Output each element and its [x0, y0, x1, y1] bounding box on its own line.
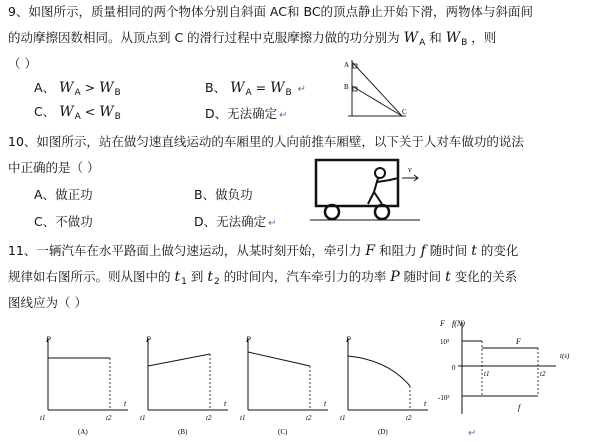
- velocity-label: v: [408, 165, 412, 174]
- operator-eq: =: [255, 80, 267, 95]
- subscript-A: A: [245, 88, 252, 98]
- graph-t1-label: t1: [40, 414, 46, 422]
- return-mark-icon: ↵: [468, 428, 477, 439]
- return-mark-icon: ↵: [297, 84, 307, 95]
- option-text: 无法确定: [227, 106, 278, 121]
- train-car-figure: [310, 156, 422, 224]
- subscript-B: B: [461, 38, 468, 48]
- graph-t2-label: t2: [106, 414, 112, 422]
- symbol-W: W: [403, 30, 419, 46]
- q11-text: 的时间内，汽车牵引力的功率: [223, 269, 387, 284]
- symbol-F: F: [365, 243, 376, 259]
- label-a: A: [344, 61, 350, 69]
- symbol-W: W: [59, 104, 74, 120]
- q11-text: 11、一辆汽车在水平路面上做匀速运动，从某时刻开始，牵引力: [8, 243, 362, 258]
- origin-label: 0: [452, 364, 456, 372]
- symbol-W: W: [99, 104, 114, 120]
- option-label: A、: [34, 187, 56, 202]
- q11-line2: [8, 269, 517, 290]
- subscript-B: B: [114, 88, 121, 98]
- q11-line1: [8, 243, 518, 259]
- q9-option-b: [205, 80, 306, 101]
- graph-t-label: t: [324, 399, 327, 408]
- person-pushing-icon: [368, 168, 398, 204]
- x-axis-label: t(s): [560, 352, 570, 360]
- subscript-B: B: [285, 88, 292, 98]
- option-text: 做正功: [55, 187, 93, 202]
- subscript-1: 1: [181, 277, 187, 287]
- symbol-t: t: [207, 269, 213, 285]
- slope-bc: [352, 86, 402, 116]
- graph-t2-label: t2: [206, 414, 212, 422]
- q9-option-c: [34, 104, 121, 125]
- y-top-tick: 10³: [440, 338, 450, 346]
- graph-t1-label: t1: [140, 414, 146, 422]
- f-label: f: [518, 403, 521, 412]
- q9-line2: [8, 30, 496, 51]
- symbol-t: t: [174, 269, 181, 285]
- option-label: A、: [34, 80, 56, 95]
- q10-line1: 10、如图所示，站在做匀速直线运动的车厢里的人向前推车厢壁，以下关于人对车做功的说法: [8, 134, 524, 149]
- q10-option-d: [194, 214, 277, 232]
- power-time-graphs: [40, 330, 440, 438]
- F-label: F: [516, 337, 521, 346]
- q11-line3: 图线应为（ ）: [8, 295, 87, 310]
- symbol-W: W: [59, 80, 74, 96]
- option-label: D、: [205, 106, 228, 121]
- operator-lt: <: [84, 104, 96, 119]
- graph-caption: (B): [178, 428, 188, 436]
- symbol-t: t: [445, 269, 451, 285]
- symbol-t: t: [471, 243, 477, 259]
- q10-option-a: [34, 187, 93, 203]
- graph-caption: (D): [378, 428, 388, 436]
- q11-text: 到: [190, 269, 204, 284]
- subscript-2: 2: [214, 277, 220, 287]
- q11-text: 随时间: [403, 269, 442, 284]
- subscript-B: B: [114, 112, 121, 122]
- q9-and: 和: [429, 30, 442, 45]
- q11-text: 的变化: [480, 243, 519, 258]
- option-label: D、: [194, 214, 217, 229]
- option-label: C、: [34, 104, 56, 119]
- power-curve: [248, 352, 310, 366]
- q11-text: 和阻力: [379, 243, 417, 258]
- graph-p-label: P: [246, 335, 251, 344]
- q9-line1: 9、如图所示，质量相同的两个物体分别自斜面 AC和 BC的顶点静止开始下滑，两物体与斜面间: [8, 4, 534, 19]
- symbol-W: W: [445, 30, 461, 46]
- symbol-P: P: [390, 269, 400, 285]
- graph-t-label: t: [224, 399, 227, 408]
- subscript-A: A: [74, 88, 81, 98]
- t1-label: t1: [484, 370, 490, 378]
- q11-text: 变化的关系: [454, 269, 518, 284]
- return-mark-icon: ↵: [268, 218, 277, 229]
- label-c: C: [402, 108, 407, 116]
- subscript-A: A: [419, 38, 426, 48]
- return-mark-icon: ↵: [279, 110, 288, 121]
- q11-text: 规律如右图所示。则从图中的: [8, 269, 171, 284]
- option-text: 无法确定: [216, 214, 267, 229]
- option-text: 做负功: [215, 187, 253, 202]
- power-curve: [348, 356, 410, 386]
- graph-t-label: t: [424, 399, 427, 408]
- car-body: [316, 160, 398, 206]
- subscript-A: A: [74, 112, 81, 122]
- graph-p-label: P: [146, 335, 151, 344]
- graph-p-label: P: [346, 335, 351, 344]
- graph-t2-label: t2: [406, 414, 412, 422]
- q9-then: ，则: [471, 30, 497, 45]
- option-label: C、: [34, 214, 56, 229]
- operator-gt: >: [84, 80, 96, 95]
- F-axis-letter: F: [440, 319, 445, 328]
- graph-caption: (A): [78, 428, 88, 436]
- symbol-f: f: [420, 243, 426, 259]
- incline-figure: [342, 56, 408, 120]
- q9-answer-blank: （ ）: [8, 56, 37, 71]
- t2-label: t2: [540, 370, 546, 378]
- q10-option-c: [34, 214, 93, 230]
- end-return-mark: [466, 424, 476, 442]
- symbol-W: W: [230, 80, 245, 96]
- graph-t1-label: t1: [340, 414, 346, 422]
- q9-option-a: [34, 80, 121, 101]
- q9-option-d: [205, 106, 288, 124]
- graph-t1-label: t1: [240, 414, 246, 422]
- q9-line2-text: 的动摩擦因数相同。从顶点到 C 的滑行过程中克服摩擦力做的功分别为: [8, 30, 400, 45]
- option-text: 不做功: [55, 214, 93, 229]
- force-time-figure: [438, 318, 578, 418]
- option-label: B、: [205, 80, 227, 95]
- y-bottom-tick: -10³: [438, 394, 450, 402]
- slope-ac: [352, 62, 402, 116]
- option-label: B、: [194, 187, 216, 202]
- symbol-W: W: [99, 80, 114, 96]
- power-curve: [148, 354, 210, 366]
- graph-t2-label: t2: [306, 414, 312, 422]
- graph-caption: (C): [278, 428, 288, 436]
- graph-t-label: t: [124, 399, 127, 408]
- q10-option-b: [194, 187, 253, 203]
- y-axis-label: f(N): [452, 319, 465, 328]
- label-b: B: [344, 83, 349, 91]
- q10-line2: 中正确的是（ ）: [8, 160, 100, 175]
- q11-text: 随时间: [429, 243, 468, 258]
- graph-p-label: P: [46, 335, 51, 344]
- symbol-W: W: [270, 80, 285, 96]
